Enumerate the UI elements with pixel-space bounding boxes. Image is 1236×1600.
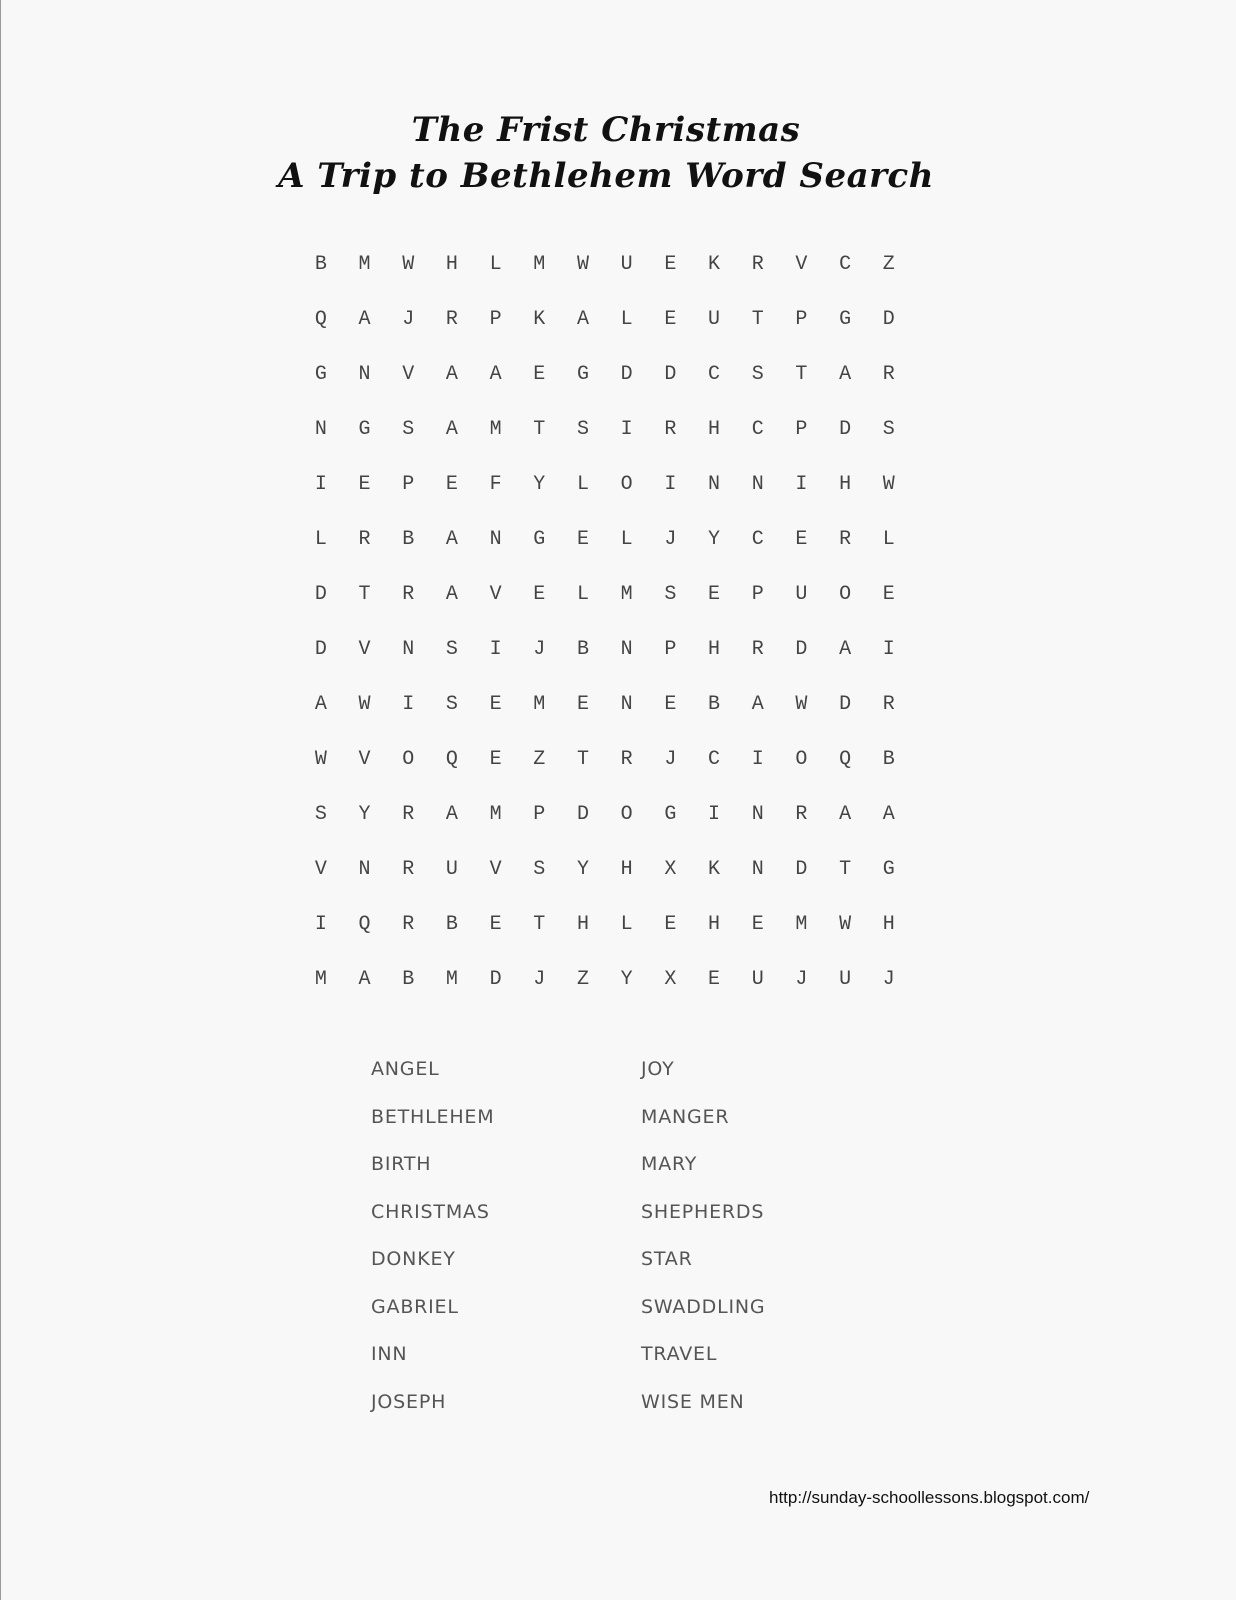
grid-letter: A: [445, 583, 458, 606]
word-item: JOY: [641, 1058, 675, 1080]
grid-letter: L: [620, 528, 633, 551]
grid-letter: I: [314, 913, 327, 936]
grid-letter: B: [402, 528, 415, 551]
grid-row: [299, 688, 919, 743]
grid-letter: B: [882, 748, 895, 771]
grid-letter: N: [402, 638, 415, 661]
grid-row: [299, 963, 919, 1018]
grid-letter: G: [882, 858, 895, 881]
grid-letter: R: [664, 418, 677, 441]
grid-letter: J: [882, 968, 895, 991]
grid-letter: S: [882, 418, 895, 441]
grid-letter: R: [445, 308, 458, 331]
grid-letter: T: [576, 748, 589, 771]
grid-letter: H: [882, 913, 895, 936]
grid-letter: Q: [314, 308, 327, 331]
grid-letter: J: [664, 528, 677, 551]
grid-letter: A: [489, 363, 502, 386]
grid-letter: N: [751, 803, 764, 826]
grid-letter: D: [882, 308, 895, 331]
grid-row: [299, 578, 919, 633]
grid-letter: V: [489, 583, 502, 606]
grid-letter: L: [576, 473, 589, 496]
word-item: MARY: [641, 1153, 698, 1175]
grid-letter: T: [533, 913, 546, 936]
grid-letter: R: [402, 858, 415, 881]
grid-letter: A: [445, 363, 458, 386]
grid-letter: N: [620, 638, 633, 661]
grid-letter: W: [882, 473, 895, 496]
grid-letter: E: [708, 583, 721, 606]
word-item: STAR: [641, 1248, 693, 1270]
grid-letter: P: [795, 308, 808, 331]
word-item: INN: [371, 1343, 408, 1365]
word-item: SWADDLING: [641, 1295, 766, 1318]
grid-letter: D: [795, 858, 808, 881]
grid-row: [299, 853, 919, 908]
grid-letter: S: [533, 858, 546, 881]
grid-letter: I: [314, 473, 327, 496]
grid-letter: G: [839, 308, 852, 331]
grid-letter: R: [839, 528, 852, 551]
grid-letter: I: [620, 418, 633, 441]
grid-letter: A: [445, 528, 458, 551]
grid-letter: R: [882, 693, 895, 716]
grid-letter: K: [708, 253, 721, 276]
grid-letter: M: [533, 253, 546, 276]
grid-letter: H: [708, 418, 721, 441]
grid-letter: N: [489, 528, 502, 551]
grid-letter: B: [576, 638, 589, 661]
grid-letter: G: [576, 363, 589, 386]
grid-letter: I: [664, 473, 677, 496]
grid-letter: Y: [358, 803, 371, 826]
grid-letter: R: [882, 363, 895, 386]
grid-letter: T: [751, 308, 764, 331]
grid-letter: R: [402, 583, 415, 606]
grid-letter: J: [795, 968, 808, 991]
title-line-2: A Trip to Bethlehem Word Search: [278, 156, 934, 196]
grid-letter: G: [664, 803, 677, 826]
grid-letter: W: [839, 913, 852, 936]
grid-letter: T: [358, 583, 371, 606]
grid-letter: L: [489, 253, 502, 276]
grid-letter: A: [445, 418, 458, 441]
grid-letter: N: [751, 858, 764, 881]
grid-letter: R: [795, 803, 808, 826]
grid-letter: V: [314, 858, 327, 881]
grid-letter: T: [795, 363, 808, 386]
grid-letter: J: [402, 308, 415, 331]
grid-letter: E: [664, 913, 677, 936]
grid-letter: U: [839, 968, 852, 991]
grid-letter: R: [751, 638, 764, 661]
grid-letter: E: [882, 583, 895, 606]
grid-letter: S: [402, 418, 415, 441]
grid-letter: R: [751, 253, 764, 276]
grid-letter: P: [751, 583, 764, 606]
grid-letter: V: [489, 858, 502, 881]
grid-letter: Q: [358, 913, 371, 936]
grid-letter: B: [402, 968, 415, 991]
grid-letter: A: [314, 693, 327, 716]
grid-letter: Z: [576, 968, 589, 991]
grid-letter: I: [751, 748, 764, 771]
grid-row: [299, 633, 919, 688]
grid-letter: L: [620, 913, 633, 936]
grid-letter: E: [445, 473, 458, 496]
grid-row: [299, 358, 919, 413]
grid-letter: V: [795, 253, 808, 276]
grid-letter: W: [576, 253, 589, 276]
grid-letter: H: [576, 913, 589, 936]
grid-letter: J: [664, 748, 677, 771]
grid-letter: M: [795, 913, 808, 936]
grid-letter: G: [314, 363, 327, 386]
grid-letter: A: [839, 363, 852, 386]
grid-letter: O: [795, 748, 808, 771]
grid-letter: D: [314, 583, 327, 606]
grid-letter: M: [533, 693, 546, 716]
grid-letter: H: [620, 858, 633, 881]
grid-letter: M: [358, 253, 371, 276]
grid-letter: E: [664, 253, 677, 276]
grid-letter: N: [358, 363, 371, 386]
grid-row: [299, 413, 919, 468]
grid-letter: P: [402, 473, 415, 496]
grid-letter: W: [402, 253, 415, 276]
grid-letter: G: [358, 418, 371, 441]
grid-letter: X: [664, 968, 677, 991]
grid-letter: P: [489, 308, 502, 331]
grid-letter: J: [533, 968, 546, 991]
grid-letter: N: [620, 693, 633, 716]
grid-letter: L: [620, 308, 633, 331]
grid-letter: S: [314, 803, 327, 826]
word-item: MANGER: [641, 1105, 730, 1128]
grid-letter: L: [882, 528, 895, 551]
grid-letter: M: [489, 803, 502, 826]
word-list-column-1: [371, 1058, 494, 1438]
grid-letter: C: [708, 748, 721, 771]
grid-letter: U: [751, 968, 764, 991]
grid-letter: D: [839, 693, 852, 716]
grid-letter: W: [314, 748, 327, 771]
grid-letter: V: [358, 748, 371, 771]
grid-letter: C: [751, 418, 764, 441]
grid-letter: D: [576, 803, 589, 826]
grid-letter: Y: [708, 528, 721, 551]
grid-letter: M: [445, 968, 458, 991]
grid-letter: M: [489, 418, 502, 441]
grid-letter: I: [708, 803, 721, 826]
grid-letter: Y: [576, 858, 589, 881]
grid-letter: A: [839, 638, 852, 661]
grid-row: [299, 743, 919, 798]
grid-letter: A: [882, 803, 895, 826]
grid-letter: M: [314, 968, 327, 991]
grid-letter: L: [576, 583, 589, 606]
grid-letter: E: [533, 583, 546, 606]
word-item: BIRTH: [371, 1153, 432, 1175]
grid-letter: P: [533, 803, 546, 826]
grid-letter: E: [708, 968, 721, 991]
grid-letter: W: [358, 693, 371, 716]
grid-letter: I: [882, 638, 895, 661]
grid-letter: V: [358, 638, 371, 661]
grid-letter: U: [620, 253, 633, 276]
grid-letter: I: [489, 638, 502, 661]
grid-letter: S: [751, 363, 764, 386]
grid-letter: E: [489, 693, 502, 716]
grid-letter: A: [358, 308, 371, 331]
grid-letter: O: [839, 583, 852, 606]
grid-letter: W: [795, 693, 808, 716]
grid-letter: Y: [533, 473, 546, 496]
grid-letter: E: [664, 693, 677, 716]
grid-row: [299, 798, 919, 853]
source-url: http://sunday-schoollessons.blogspot.com/: [769, 1488, 1090, 1507]
grid-letter: D: [489, 968, 502, 991]
grid-letter: C: [839, 253, 852, 276]
grid-letter: U: [795, 583, 808, 606]
grid-letter: D: [839, 418, 852, 441]
title-line-1: The Frist Christmas: [411, 110, 801, 150]
grid-letter: B: [314, 253, 327, 276]
grid-letter: D: [795, 638, 808, 661]
grid-letter: N: [708, 473, 721, 496]
grid-letter: X: [664, 858, 677, 881]
grid-letter: P: [664, 638, 677, 661]
grid-letter: D: [314, 638, 327, 661]
word-item: TRAVEL: [641, 1343, 718, 1365]
letter-grid: [299, 248, 919, 1018]
grid-letter: G: [533, 528, 546, 551]
grid-letter: E: [358, 473, 371, 496]
grid-letter: S: [664, 583, 677, 606]
word-item: CHRISTMAS: [371, 1200, 490, 1223]
grid-letter: C: [708, 363, 721, 386]
grid-letter: T: [839, 858, 852, 881]
word-list-column-2: [641, 1058, 765, 1438]
grid-letter: N: [358, 858, 371, 881]
grid-letter: A: [839, 803, 852, 826]
grid-letter: R: [402, 913, 415, 936]
grid-letter: Y: [620, 968, 633, 991]
grid-letter: E: [489, 913, 502, 936]
grid-letter: J: [533, 638, 546, 661]
grid-letter: E: [795, 528, 808, 551]
grid-letter: N: [751, 473, 764, 496]
grid-letter: E: [751, 913, 764, 936]
grid-row: [299, 303, 919, 358]
grid-letter: Q: [839, 748, 852, 771]
grid-letter: O: [402, 748, 415, 771]
word-list: [1, 1058, 1236, 1438]
grid-letter: D: [664, 363, 677, 386]
grid-letter: C: [751, 528, 764, 551]
word-item: WISE MEN: [641, 1390, 745, 1413]
grid-row: [299, 908, 919, 963]
grid-letter: Z: [533, 748, 546, 771]
grid-letter: E: [533, 363, 546, 386]
word-item: ANGEL: [371, 1058, 440, 1080]
grid-letter: F: [489, 473, 502, 496]
word-item: BETHLEHEM: [371, 1105, 495, 1128]
grid-letter: L: [314, 528, 327, 551]
grid-letter: K: [708, 858, 721, 881]
grid-letter: A: [445, 803, 458, 826]
grid-letter: U: [445, 858, 458, 881]
grid-letter: O: [620, 803, 633, 826]
grid-letter: R: [620, 748, 633, 771]
grid-letter: A: [751, 693, 764, 716]
grid-letter: H: [839, 473, 852, 496]
grid-letter: E: [576, 528, 589, 551]
grid-letter: N: [314, 418, 327, 441]
grid-row: [299, 468, 919, 523]
grid-letter: O: [620, 473, 633, 496]
grid-letter: Z: [882, 253, 895, 276]
grid-letter: S: [445, 638, 458, 661]
grid-letter: E: [664, 308, 677, 331]
grid-letter: S: [576, 418, 589, 441]
grid-letter: D: [620, 363, 633, 386]
grid-letter: I: [402, 693, 415, 716]
grid-letter: H: [708, 913, 721, 936]
grid-letter: H: [445, 253, 458, 276]
grid-row: [299, 523, 919, 578]
word-item: GABRIEL: [371, 1295, 459, 1318]
word-item: SHEPHERDS: [641, 1200, 765, 1223]
grid-letter: T: [533, 418, 546, 441]
grid-letter: R: [358, 528, 371, 551]
grid-letter: M: [620, 583, 633, 606]
grid-letter: V: [402, 363, 415, 386]
grid-letter: B: [445, 913, 458, 936]
grid-letter: K: [533, 308, 546, 331]
word-item: DONKEY: [371, 1248, 456, 1270]
word-item: JOSEPH: [371, 1390, 447, 1413]
grid-letter: A: [358, 968, 371, 991]
grid-letter: S: [445, 693, 458, 716]
grid-letter: A: [576, 308, 589, 331]
grid-letter: R: [402, 803, 415, 826]
grid-letter: Q: [445, 748, 458, 771]
grid-row: [299, 248, 919, 303]
grid-letter: B: [708, 693, 721, 716]
grid-letter: I: [795, 473, 808, 496]
grid-letter: E: [489, 748, 502, 771]
grid-letter: U: [708, 308, 721, 331]
grid-letter: E: [576, 693, 589, 716]
grid-letter: P: [795, 418, 808, 441]
grid-letter: H: [708, 638, 721, 661]
